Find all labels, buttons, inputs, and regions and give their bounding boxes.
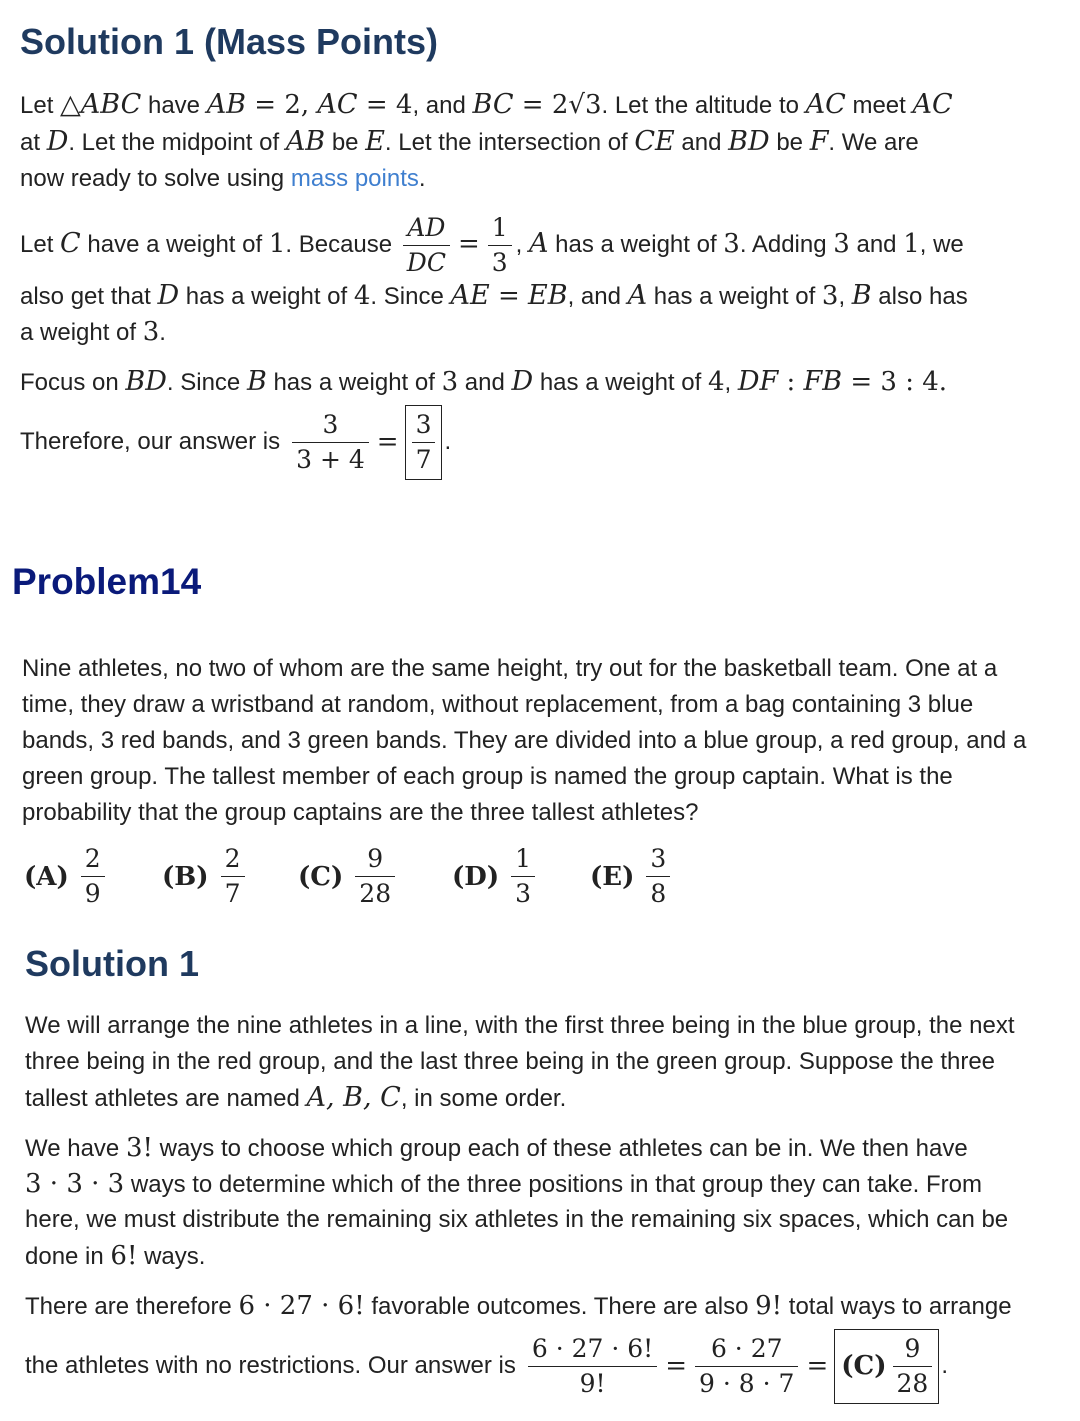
problem-line-1: Nine athletes, no two of whom are the same height, try out for the basketball team. One at a <box>22 655 998 682</box>
s2-paragraph-3-line-1: There are therefore 6 · 27 · 6! favorable outcomes. There are also 9! total ways to arrange <box>25 1291 1012 1321</box>
problem-line-4: green group. The tallest member of each group is named the group captain. What is the <box>22 763 953 790</box>
s2-paragraph-3-line-2: the athletes with no restrictions. Our answer is $\frac{6 \cdot 27 \cdot 6!}{9!}$ = $\frac{6 \cdot 27}{9 \cdot 8 \cdot 7}$ = (C) $\frac{9}{28}$ . <box>25 1324 948 1408</box>
problem-line-2: time, they draw a wristband at random, without replacement, from a bag containing 3 blue <box>22 691 974 718</box>
s1-paragraph-1-line-2: at D. Let the midpoint of AB be E. Let the intersection of CE and BD be F. We are <box>20 126 919 157</box>
boxed-answer-three-sevenths: $\frac{3}{7}$ <box>405 405 443 480</box>
s1-paragraph-4: Therefore, our answer is $\frac{3}{3 + 4}$ = $\frac{3}{7}$ . <box>20 400 451 484</box>
choice-e: (E) $\frac{3}{8}$ <box>590 842 674 911</box>
solution-1-heading: Solution 1 <box>25 943 199 984</box>
favorable-over-total-fraction: $\frac{6 \cdot 27 \cdot 6!}{9!}$ <box>528 1332 657 1401</box>
s2-paragraph-2-line-4: done in 6! ways. <box>25 1241 206 1271</box>
s2-paragraph-2-line-1: We have 3! ways to choose which group each of these athletes can be in. We then have <box>25 1133 968 1163</box>
choice-d: (D) $\frac{1}{3}$ <box>452 842 539 911</box>
s1-paragraph-1-line-3: now ready to solve using mass points. <box>20 165 426 192</box>
one-third-fraction: $\frac{1}{3}$ <box>488 211 512 280</box>
solution-mass-points-heading: Solution 1 (Mass Points) <box>20 21 439 62</box>
s2-paragraph-2-line-2: 3 · 3 · 3 ways to determine which of the three positions in that group they can take. From <box>25 1169 982 1199</box>
s1-paragraph-2-line-3: a weight of 3. <box>20 317 166 347</box>
problem-14-heading: Problem14 <box>12 561 202 602</box>
ad-over-dc-fraction: $\frac{AD}{DC}$ <box>403 211 450 280</box>
s2-paragraph-2-line-3: here, we must distribute the remaining six athletes in the remaining six spaces, which can be <box>25 1206 1009 1233</box>
s1-paragraph-2-line-1: Let C have a weight of 1. Because $\frac{AD}{DC}$ = $\frac{1}{3}$ , A has a weight of 3. Adding 3 and 1, we <box>20 206 964 283</box>
mass-points-link[interactable]: mass points <box>290 165 419 192</box>
s2-paragraph-1-line-1: We will arrange the nine athletes in a line, with the first three being in the blue group, the next <box>25 1012 1015 1039</box>
simplified-fraction: $\frac{6 \cdot 27}{9 \cdot 8 \cdot 7}$ <box>695 1332 798 1401</box>
three-over-three-plus-four-fraction: $\frac{3}{3 + 4}$ <box>292 408 369 477</box>
boxed-answer-c: (C) $\frac{9}{28}$ <box>834 1329 939 1404</box>
choice-a: (A) $\frac{2}{9}$ <box>24 842 109 911</box>
choice-b: (B) $\frac{2}{7}$ <box>162 842 249 911</box>
choice-c: (C) $\frac{9}{28}$ <box>298 842 399 911</box>
s1-paragraph-1-line-1: Let △ABC have AB = 2, AC = 4, and BC = 2√3. Let the altitude to AC meet AC <box>20 89 953 120</box>
s2-paragraph-1-line-2: three being in the red group, and the last three being in the green group. Suppose the three <box>25 1048 996 1075</box>
problem-line-5: probability that the group captains are the three tallest athletes? <box>22 799 699 826</box>
s1-paragraph-3: Focus on BD. Since B has a weight of 3 and D has a weight of 4, DF : FB = 3 : 4. <box>20 366 948 397</box>
problem-line-3: bands, 3 red bands, and 3 green bands. They are divided into a blue group, a red group, and a <box>22 727 1027 754</box>
s2-paragraph-1-line-3: tallest athletes are named A, B, C, in some order. <box>25 1082 567 1113</box>
s1-paragraph-2-line-2: also get that D has a weight of 4. Since AE = EB, and A has a weight of 3, B also has <box>20 280 968 311</box>
